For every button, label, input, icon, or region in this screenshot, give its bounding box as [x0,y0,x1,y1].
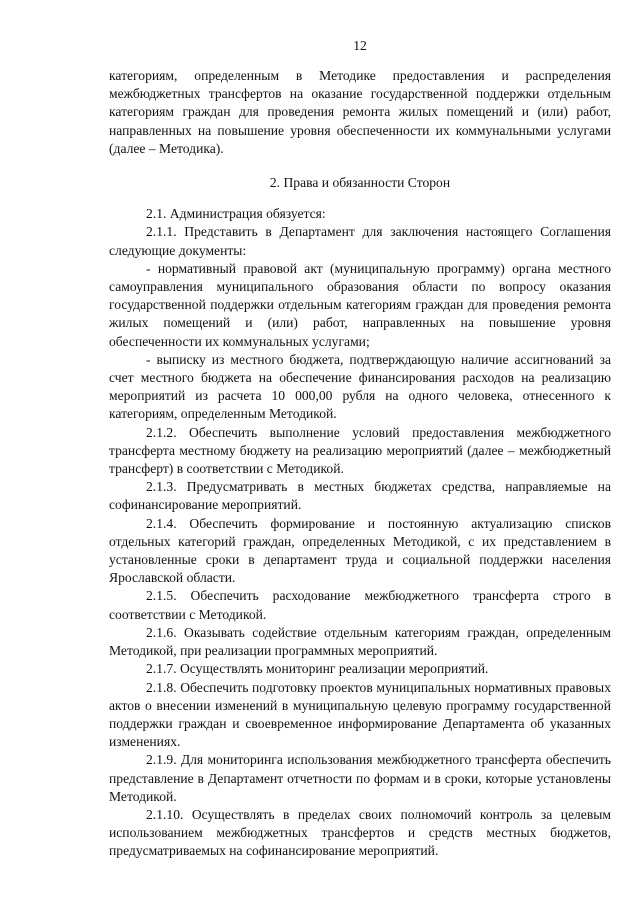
clause-2-1-1: 2.1.1. Представить в Департамент для заключения настоящего Соглашения следующие документы: [109,224,611,258]
clause-2-1-8: 2.1.8. Обеспечить подготовку проектов муниципальных нормативных правовых актов о внесении изменений в муниципальную целевую программу государственной поддержки граждан и своевременное информирование Департамента об указанных изменениях. [109,679,611,750]
page-number: 12 [353,38,367,53]
clause-2-1-9: 2.1.9. Для мониторинга использования межбюджетного трансферта обеспечить представление в Департамент отчетности по формам и в сроки, которые установлены Методикой. [109,752,611,804]
clause-2-1-4: 2.1.4. Обеспечить формирование и постоянную актуализацию списков отдельных категорий граждан, определенных Методикой, с их представлением в установленные сроки в департамент труда и социальной поддержки населения Ярославской области. [109,515,611,586]
list-item-normative-act: - нормативный правовой акт (муниципальную программу) органа местного самоуправления муниципального образования области по вопросу оказания государственной поддержки отдельным категориям граждан для проведения ремонта жилых помещений и (или) работ, направленных на повышение уровня обеспеченности их коммунальных услугами; [109,260,611,349]
intro-paragraph: категориям, определенным в Методике предоставления и распределения межбюджетных трансфертов на оказание государственной поддержки отдельным категориям граждан для проведения ремонта жилых помещений и (или) работ, направленных на повышение уровня обеспеченности их коммунальными услугами (далее – Методика). [109,68,611,156]
clause-2-1-6: 2.1.6. Оказывать содействие отдельным категориям граждан, определенным Методикой, при реализации программных мероприятий. [109,624,611,659]
clause-2-1-3: 2.1.3. Предусматривать в местных бюджетах средства, направляемые на софинансирование мероприятий. [109,479,611,513]
section-heading: 2. Права и обязанности Сторон [269,175,451,191]
clause-2-1-2: 2.1.2. Обеспечить выполнение условий предоставления межбюджетного трансферта местному бюджету на реализацию мероприятий (далее – межбюджетный трансферт) в соответствии с Методикой. [109,424,611,477]
list-item-budget-extract: - выписку из местного бюджета, подтверждающую наличие ассигнований за счет местного бюджета на обеспечение финансирования расходов на реализацию мероприятий из расчета 10 000,00 рубля на одного человека, отнесенного к категориям, определенным Методикой. [109,351,611,422]
clause-2-1: 2.1. Администрация обязуется: [146,206,326,222]
document-page [109,0,611,905]
clause-2-1-10: 2.1.10. Осуществлять в пределах своих полномочий контроль за целевым использованием межбюджетных трансфертов и средств местных бюджетов, предусматриваемых на софинансирование мероприятий. [109,806,611,859]
document-body [109,67,611,861]
clause-2-1-7: 2.1.7. Осуществлять мониторинг реализации мероприятий. [146,661,489,677]
clause-2-1-5: 2.1.5. Обеспечить расходование межбюджетного трансферта строго в соответствии с Методикой. [109,588,611,622]
